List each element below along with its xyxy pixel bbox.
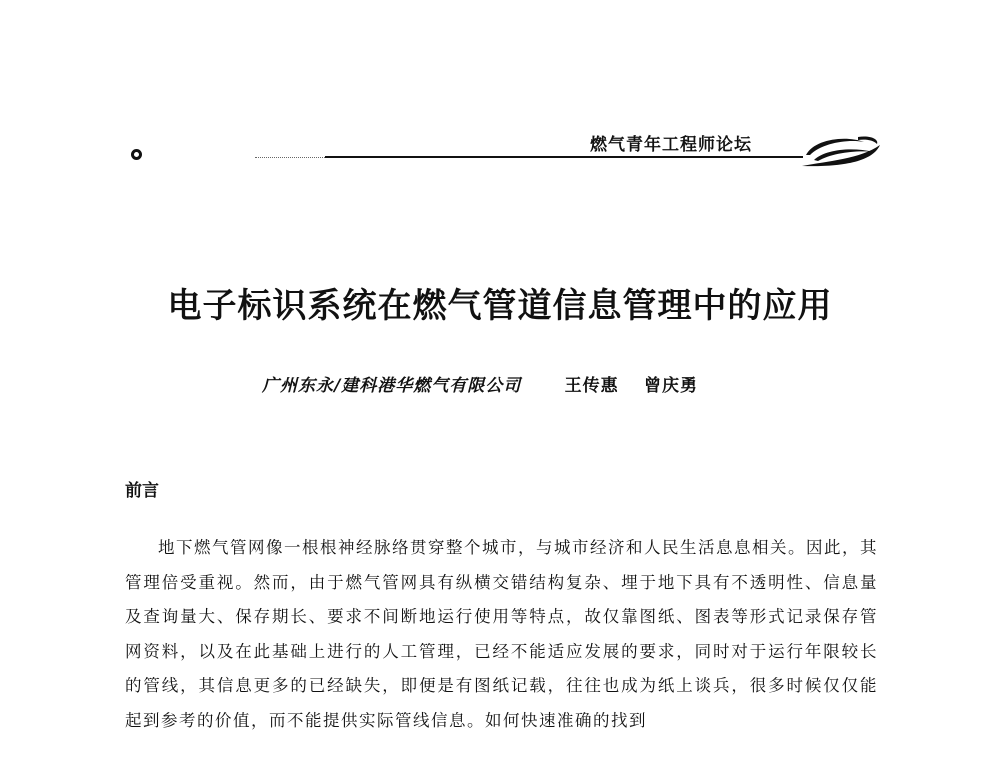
- swoosh-logo-icon: [800, 133, 882, 169]
- header-rule: [325, 156, 803, 158]
- author-name: 王传惠: [564, 376, 619, 396]
- author-name: 曾庆勇: [644, 376, 699, 396]
- article-title: 电子标识系统在燃气管道信息管理中的应用: [167, 286, 833, 326]
- section-heading: 前言: [125, 481, 159, 501]
- affiliation: 广州东永/建科港华燃气有限公司: [262, 376, 522, 396]
- journal-title: 燃气青年工程师论坛: [590, 135, 752, 155]
- decorative-circle-icon: [131, 149, 142, 160]
- body-paragraph: 地下燃气管网像一根根神经脉络贯穿整个城市，与城市经济和人民生活息息相关。因此，其管理倍受重视。然而，由于燃气管网具有纵横交错结构复杂、埋于地下具有不透明性、信息量及查询量大、保存期长、要求不间断地运行使用等特点，故仅靠图纸、图表等形式记录保存管网资料，以及在此基础上进行的人工管理，已经不能适应发展的要求，同时对于运行年限较长的管线，其信息更多的已经缺失，即便是有图纸记载，往往也成为纸上谈兵，很多时候仅仅能起到参考的价值，而不能提供实际管线信息。如何快速准确的找到: [125, 538, 878, 730]
- byline: [262, 371, 822, 396]
- header-dotted-lead: [255, 157, 325, 158]
